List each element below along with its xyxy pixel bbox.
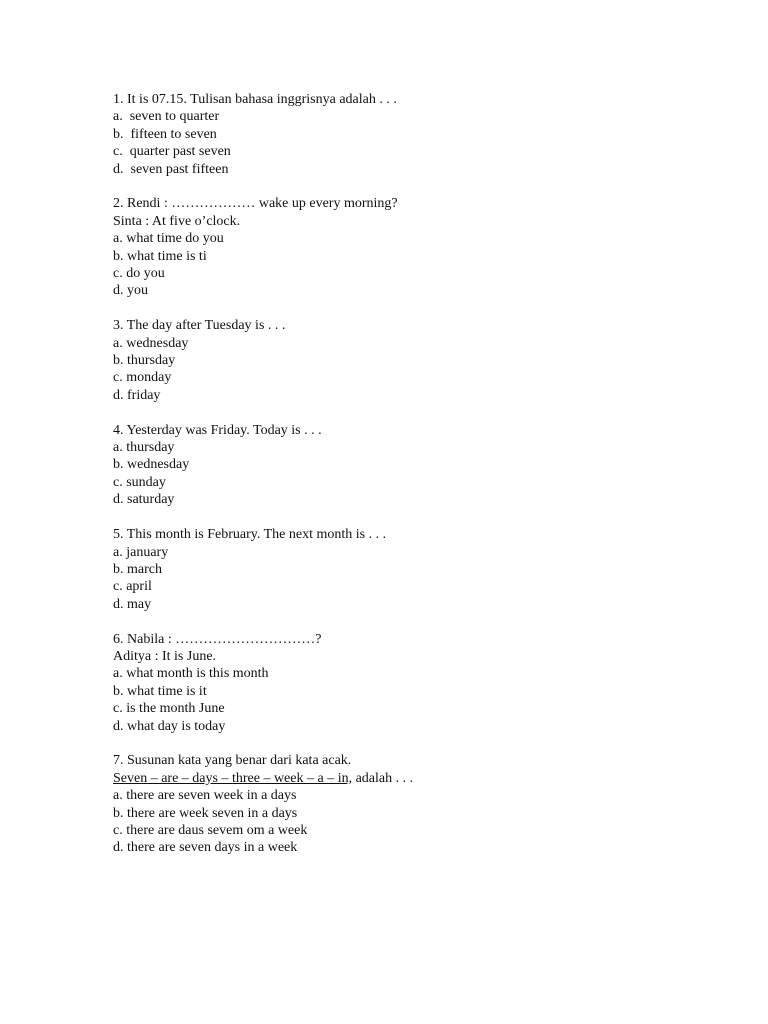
option-a: a. wednesday [113,335,189,351]
dialogue-line: Sinta : At five o’clock. [113,213,241,229]
option-d: d. may [113,596,152,612]
question-text: 2. Rendi : ……………… wake up every morning? [113,196,398,212]
scrambled-words-line [113,770,713,787]
option-b: b. fifteen to seven [113,126,217,142]
scrambled-words: Seven – are – days – three – week – a – in, [113,770,353,786]
question-text: 3. The day after Tuesday is . . . [113,318,286,334]
option-a: a. thursday [113,440,175,456]
option-b: b. march [113,561,162,577]
question-6 [113,631,713,735]
dialogue-line: Aditya : It is June. [113,648,217,664]
option-b: b. wednesday [113,457,190,473]
option-d: d. saturday [113,492,175,508]
option-d: d. there are seven days in a week [113,840,298,856]
question-7 [113,752,713,856]
question-1 [113,91,713,178]
option-c: c. sunday [113,474,166,490]
option-c: c. do you [113,266,165,282]
option-b: b. thursday [113,353,176,369]
option-d: d. what day is today [113,718,226,734]
option-b: b. there are week seven in a days [113,805,298,821]
option-a: a. what month is this month [113,666,269,682]
question-text: 4. Yesterday was Friday. Today is . . . [113,422,322,438]
option-a: a. seven to quarter [113,109,220,125]
question-text: 6. Nabila : …………………………? [113,631,322,647]
question-text: 1. It is 07.15. Tulisan bahasa inggrisnya adalah . . . [113,92,397,107]
option-a: a. what time do you [113,231,224,247]
option-a: a. january [113,544,169,560]
option-d: d. you [113,283,148,299]
question-text: 5. This month is February. The next month is . . . [113,527,387,543]
question-3 [113,317,713,404]
option-c: c. quarter past seven [113,144,231,160]
scrambled-words-suffix: adalah . . . [352,770,414,786]
question-2 [113,195,713,299]
option-b: b. what time is it [113,683,207,699]
option-c: c. there are daus sevem om a week [113,822,308,838]
question-text: 7. Susunan kata yang benar dari kata acak. [113,753,352,769]
option-c: c. monday [113,370,172,386]
question-4 [113,422,713,509]
option-c: c. is the month June [113,701,225,717]
option-b: b. what time is ti [113,248,207,264]
option-c: c. april [113,579,152,595]
option-a: a. there are seven week in a days [113,788,297,804]
quiz-document [113,91,713,874]
option-d: d. seven past fifteen [113,161,229,177]
option-d: d. friday [113,387,161,403]
question-5 [113,526,713,613]
